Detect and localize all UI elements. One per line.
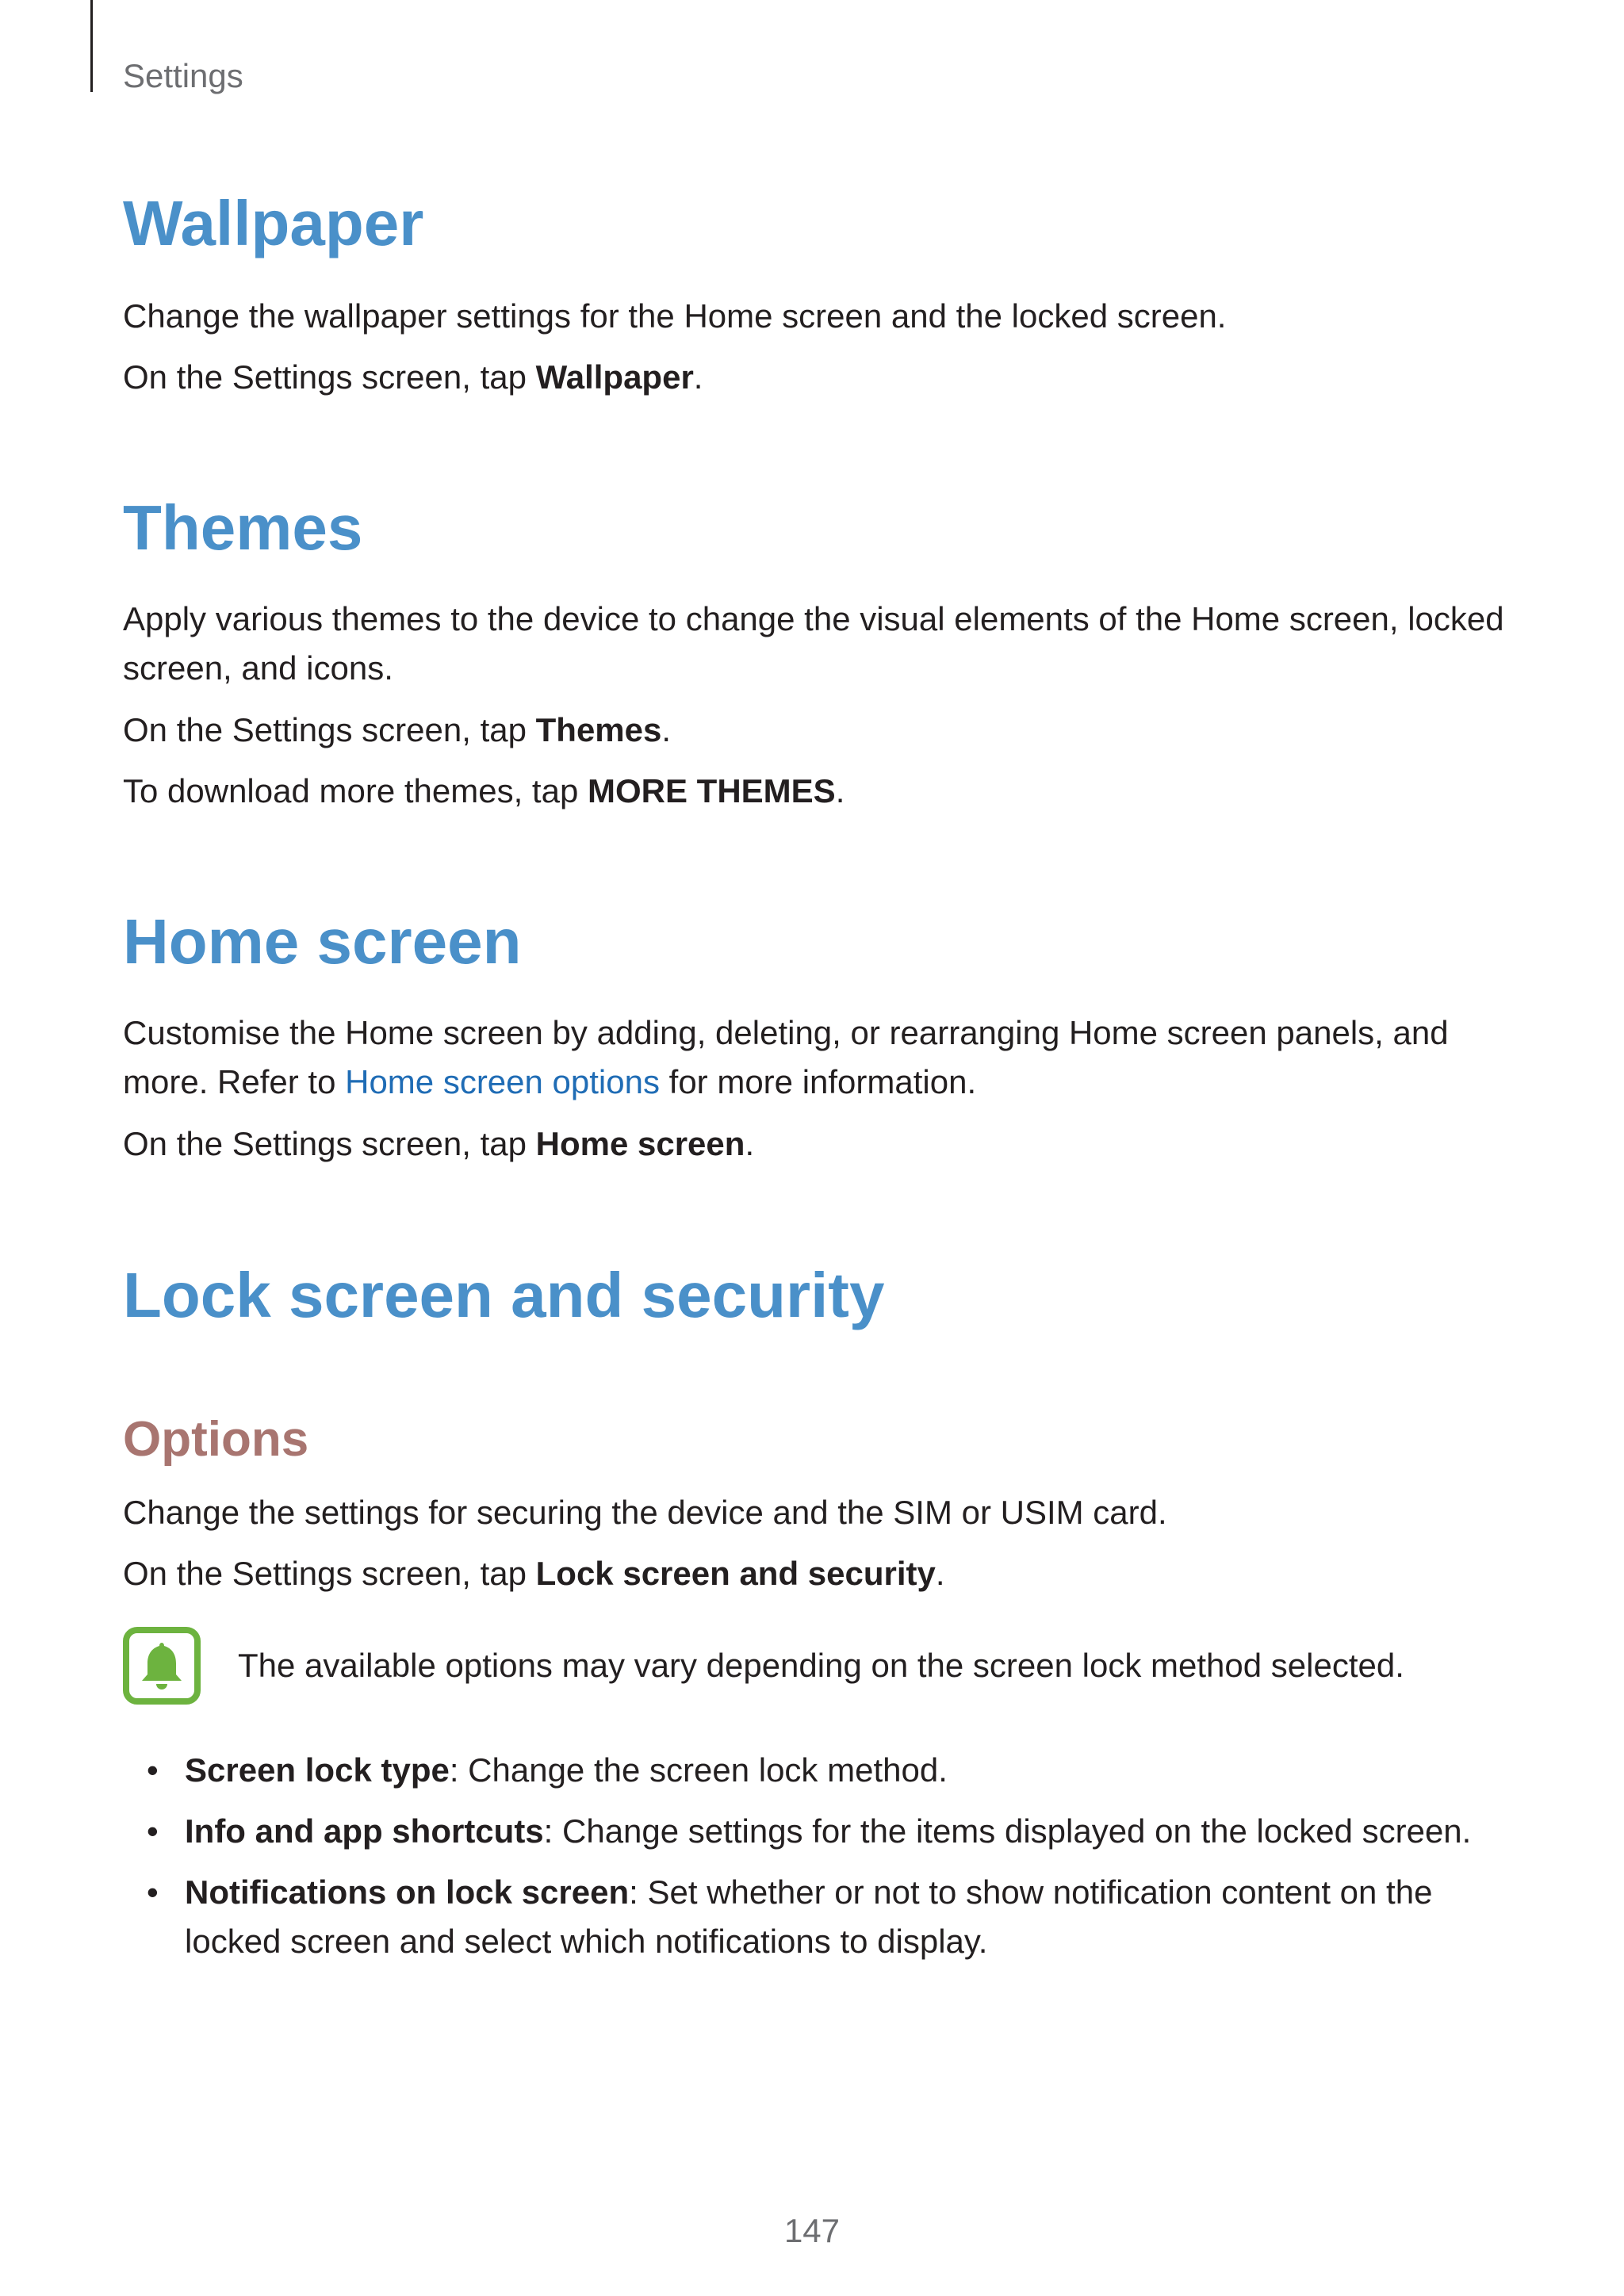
lock-screen-description: Change the settings for securing the device and the SIM or USIM card. [123, 1494, 1167, 1531]
list-item: Notifications on lock screen: Set whether or not to show notification content on the locked screen and select which notifications to display. [185, 1873, 1433, 1960]
wallpaper-step-term: Wallpaper [535, 358, 694, 396]
lock-screen-step: On the Settings screen, tap Lock screen and security. [123, 1555, 945, 1592]
wallpaper-description: Change the wallpaper settings for the Home screen and the locked screen. [123, 297, 1227, 335]
bullet-marker: • [147, 1873, 159, 1911]
running-header: Settings [123, 57, 243, 94]
themes-step-term: Themes [535, 711, 662, 748]
themes-description: Apply various themes to the device to change the visual elements of the Home screen, locked screen, and icons. [123, 600, 1504, 687]
list-item-term: Screen lock type [185, 1751, 450, 1789]
home-screen-options-link[interactable]: Home screen options [345, 1063, 660, 1100]
options-subheading: Options [123, 1412, 309, 1467]
list-item-term: Info and app shortcuts [185, 1812, 544, 1850]
home-screen-heading: Home screen [123, 906, 522, 977]
themes-heading: Themes [123, 492, 363, 563]
home-screen-step: On the Settings screen, tap Home screen. [123, 1125, 755, 1162]
wallpaper-step: On the Settings screen, tap Wallpaper. [123, 358, 703, 396]
list-item: Screen lock type: Change the screen lock method. [185, 1751, 948, 1789]
home-screen-description: Customise the Home screen by adding, deleting, or rearranging Home screen panels, and more. Refer to Home screen options for more information. [123, 1014, 1449, 1100]
lock-screen-heading: Lock screen and security [123, 1260, 885, 1330]
bullet-marker: • [147, 1751, 159, 1789]
wallpaper-heading: Wallpaper [123, 188, 424, 258]
more-themes-term: MORE THEMES [588, 772, 836, 809]
themes-download-step: To download more themes, tap MORE THEMES. [123, 772, 845, 809]
home-screen-step-term: Home screen [535, 1125, 745, 1162]
bullet-marker: • [147, 1812, 159, 1850]
bell-icon [123, 1627, 201, 1705]
themes-step: On the Settings screen, tap Themes. [123, 711, 672, 748]
note-text: The available options may vary depending on the screen lock method selected. [238, 1647, 1404, 1684]
corner-rule [90, 0, 93, 92]
list-item: Info and app shortcuts: Change settings for the items displayed on the locked screen. [185, 1812, 1472, 1850]
list-item-term: Notifications on lock screen [185, 1873, 630, 1911]
lock-screen-step-term: Lock screen and security [535, 1555, 936, 1592]
page-number: 147 [783, 2212, 841, 2249]
